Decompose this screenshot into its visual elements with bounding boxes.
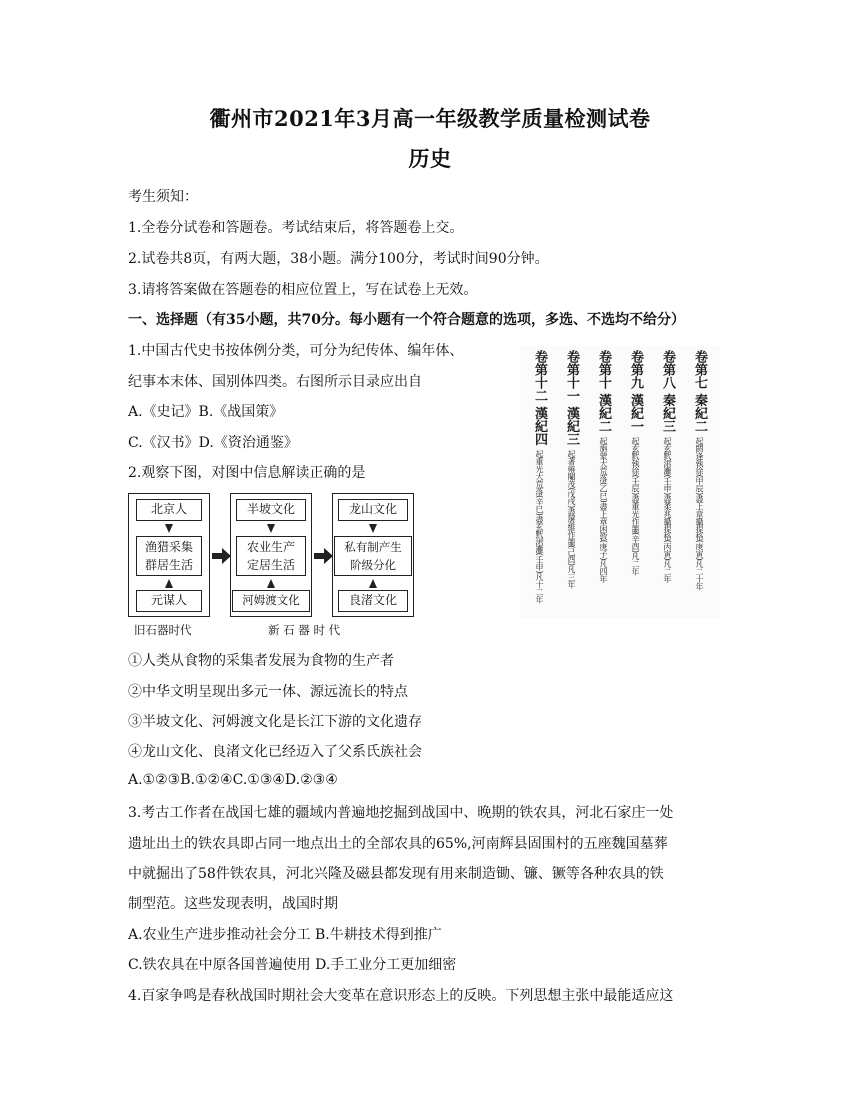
q3-option: C.铁农具在中原各国普遍使用 D.手工业分工更加细密 (128, 957, 457, 973)
q3-option: A.农业生产进步推动社会分工 B.牛耕技术得到推广 (128, 927, 442, 943)
arrow-down (165, 524, 173, 533)
q1-option: C.《汉书》D.《资治通鉴》 (128, 435, 298, 451)
q3-line: 3.考古工作者在战国七雄的疆域内普遍地挖掘到战国中、晚期的铁农具，河北石家庄一处 (128, 805, 674, 821)
toc-sub: 起玄黓執徐(壬辰)盡重光作噩(辛酉)凡二年 (631, 437, 640, 576)
q3-line: 制型范。这些发现表明，战国时期 (128, 896, 338, 912)
box-longshan: 龙山文化 (338, 499, 408, 521)
box-col2-middle (236, 536, 306, 576)
arrow-down (369, 524, 377, 533)
subject-title: 历史 (408, 146, 452, 171)
period-paleolithic: 旧石器时代 (134, 623, 192, 637)
toc-column (592, 350, 614, 583)
arrow-up (165, 579, 173, 588)
box-liangzhu: 良渚文化 (338, 590, 408, 612)
q1-line: 纪事本末体、国别体四类。右图所示目录应出自 (128, 374, 422, 390)
box-col3-middle (334, 536, 412, 576)
toc-column (560, 350, 582, 588)
col1-middle-line: 渔猎采集 (144, 540, 193, 554)
notice-item: 2.试卷共8页，有两大题，38小题。满分100分，考试时间90分钟。 (128, 251, 549, 267)
exam-title: 衢州市2021年3月高一年级教学质量检测试卷 (209, 106, 651, 131)
q2-statement: ①人类从食物的采集者发展为食物的生产者 (128, 653, 394, 669)
toc-main: 卷第十 漢紀二 (596, 350, 611, 433)
arrow-right (314, 553, 325, 559)
toc-main: 卷第八 秦紀三 (660, 350, 675, 433)
box-beijing-man: 北京人 (136, 499, 202, 521)
notice-item: 3.请将答案做在答题卷的相应位置上，写在试卷上无效。 (128, 282, 478, 298)
box-col1-middle (136, 536, 202, 576)
notice-heading: 考生须知： (128, 189, 198, 205)
arrow-up (369, 579, 377, 588)
q1-line: 1.中国古代史书按体例分类，可分为纪传体、编年体、 (128, 343, 464, 359)
section-heading: 一、选择题（有35小题，共70分。每小题有一个符合题意的选项，多选、不选均不给分） (128, 312, 685, 328)
q1-option: A.《史记》B.《战国策》 (128, 404, 284, 420)
toc-image (520, 346, 720, 618)
col2-middle-line: 农业生产 (246, 540, 295, 554)
toc-column (528, 350, 550, 603)
toc-sub: 起玄黓涒灘(壬申)盡柔兆攝提格(丙寅)凡二年 (663, 437, 672, 583)
toc-main: 卷第七 秦紀二 (692, 350, 707, 433)
toc-column (624, 350, 646, 575)
q2-options: A.①②③B.①②④C.①③④D.②③④ (128, 772, 338, 788)
q2-stem: 2.观察下图，对图中信息解读正确的是 (128, 465, 366, 481)
arrow-up (267, 579, 275, 588)
q3-line: 遗址出土的铁农具即占同一地点出土的全部农具的65%,河南辉县固围村的五座魏国墓葬 (128, 836, 668, 852)
arrow-right (212, 553, 223, 559)
toc-sub: 起旃蒙大荒落(乙巳)盡上章困敦(庚子)凡四年 (599, 437, 608, 583)
toc-sub: 起重光大荒落(辛巳)盡玄黓涒灘(壬申)凡十二年 (535, 450, 544, 604)
box-banpo: 半坡文化 (236, 499, 306, 521)
q2-statement: ③半坡文化、河姆渡文化是长江下游的文化遗存 (128, 714, 422, 730)
col3-middle-line: 阶级分化 (350, 558, 396, 572)
toc-main: 卷第九 漢紀一 (628, 350, 643, 433)
arrow-down (267, 524, 275, 533)
box-hemudu: 河姆渡文化 (232, 590, 310, 612)
q2-statement: ②中华文明呈现出多元一体、源远流长的特点 (128, 684, 408, 700)
col2-middle-line: 定居生活 (246, 558, 295, 572)
col3-middle-line: 私有制产生 (344, 540, 402, 554)
toc-column (688, 350, 710, 590)
q4-line: 4.百家争鸣是春秋战国时期社会大变革在意识形态上的反映。下列思想主张中最能适应这 (128, 988, 674, 1004)
toc-sub: 起著雍閹茂(戊戌)盡屠維作噩(己酉)凡三年 (567, 450, 576, 589)
period-neolithic: 新 石 器 时 代 (268, 623, 341, 637)
toc-column (656, 350, 678, 583)
box-yuanmou-man: 元谋人 (136, 590, 202, 612)
toc-main: 卷第十二 漢紀四 (532, 350, 547, 446)
prehistory-diagram (128, 493, 418, 643)
q3-line: 中就掘出了58件铁农具，河北兴隆及磁县都发现有用来制造锄、镰、镢等各种农具的铁 (128, 866, 664, 882)
q2-statement: ④龙山文化、良渚文化已经迈入了父系氏族社会 (128, 744, 422, 760)
toc-sub: 起閼逢執徐(甲辰)盡上章攝提格(庚寅)凡二十年 (695, 437, 704, 591)
toc-main: 卷第十一 漢紀三 (564, 350, 579, 446)
notice-item: 1.全卷分试卷和答题卷。考试结束后，将答题卷上交。 (128, 220, 464, 236)
col1-middle-line: 群居生活 (144, 558, 193, 572)
